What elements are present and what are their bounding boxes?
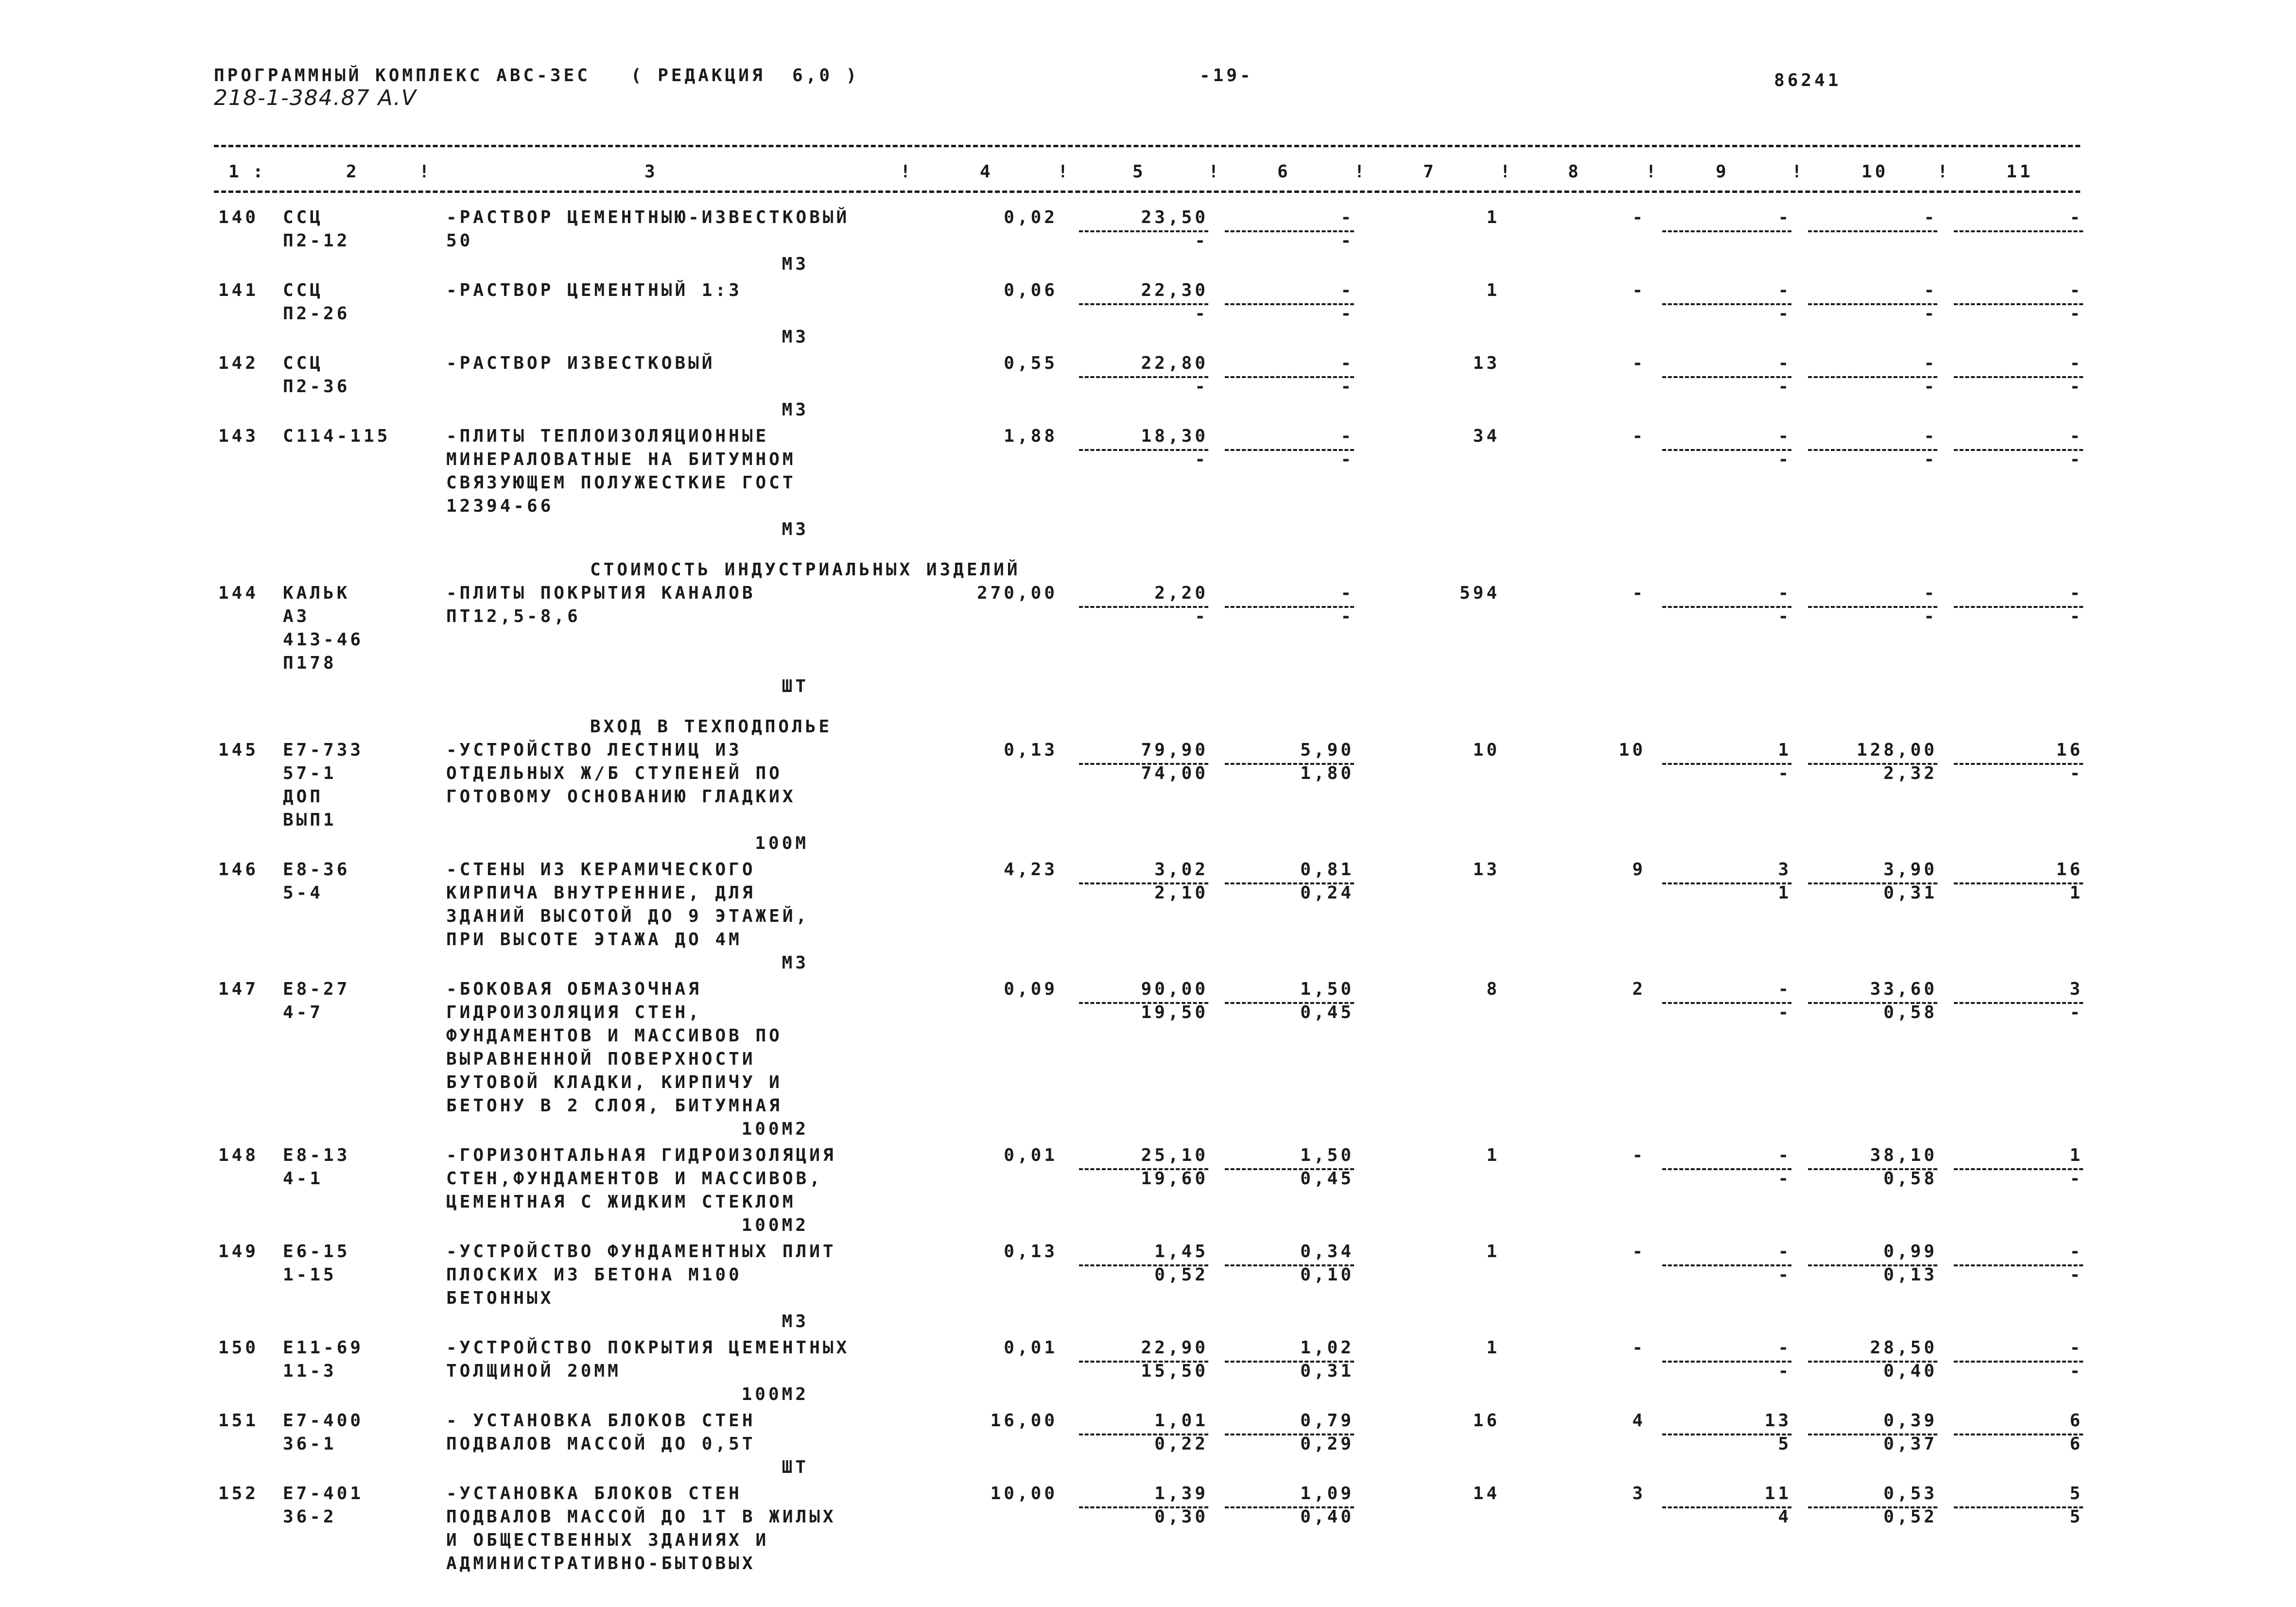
c11-upper-value: 1 (2070, 1145, 2083, 1165)
norm-code: Е6-15 (283, 1241, 350, 1261)
work-description: ПЛОСКИХ ИЗ БЕТОНА М100 (446, 1264, 742, 1285)
norm-code: 36-2 (283, 1506, 337, 1527)
unit-of-measure: М3 (782, 327, 809, 347)
quantity-value: 0,09 (1004, 979, 1058, 999)
section-heading: ВХОД В ТЕХПОДПОЛЬЕ (590, 716, 833, 737)
c6-lower-value: 0,29 (1300, 1434, 1354, 1454)
c9-lower-value: 4 (1778, 1506, 1792, 1527)
document-code: 218-1-384.87 А.V (214, 86, 417, 110)
c9-upper-value: - (1778, 280, 1792, 300)
row-number: 144 (218, 583, 259, 603)
column-8-value: - (1632, 426, 1646, 446)
c6-upper-value: 0,34 (1300, 1241, 1354, 1261)
norm-code: С114-115 (283, 426, 391, 446)
work-description: ПОДВАЛОВ МАССОЙ ДО 1Т В ЖИЛЫХ (446, 1506, 836, 1527)
c6-upper-value: - (1340, 583, 1354, 603)
column-7-value: 1 (1486, 1145, 1500, 1165)
column-8-value: - (1632, 1337, 1646, 1358)
c5-lower-value: 0,30 (1154, 1506, 1208, 1527)
unit-of-measure: 100М2 (741, 1384, 809, 1404)
cell-divider (1954, 230, 2083, 232)
unit-of-measure: М3 (782, 519, 809, 539)
c9-upper-value: - (1778, 979, 1792, 999)
work-description: ПТ12,5-8,6 (446, 606, 581, 626)
norm-code: 57-1 (283, 763, 337, 783)
c10-upper-value: 38,10 (1870, 1145, 1937, 1165)
column-separator: ! (1646, 162, 1659, 182)
unit-of-measure: 100М2 (741, 1215, 809, 1235)
c5-lower-value: - (1195, 377, 1208, 397)
column-header-6: 6 (1277, 162, 1291, 182)
column-7-value: 14 (1473, 1483, 1500, 1503)
unit-of-measure: М3 (782, 400, 809, 420)
norm-code: Е8-27 (283, 979, 350, 999)
document-number: 86241 (1774, 70, 1842, 90)
column-7-value: 1 (1486, 1337, 1500, 1358)
c10-lower-value: 0,40 (1883, 1361, 1937, 1381)
program-title: ПРОГРАММНЫЙ КОМПЛЕКС АВС-3ЕС ( РЕДАКЦИЯ 6,0 ) (214, 66, 860, 86)
c5-upper-value: 1,45 (1154, 1241, 1208, 1261)
work-description: 12394-66 (446, 496, 554, 516)
c11-lower-value: - (2070, 1361, 2083, 1381)
cell-divider (1662, 230, 1792, 232)
work-description: -РАСТВОР ЦЕМЕНТНЫЮ-ИЗВЕСТКОВЫЙ (446, 207, 850, 227)
c10-lower-value: 0,58 (1883, 1002, 1937, 1022)
c6-upper-value: 1,09 (1300, 1483, 1354, 1503)
c10-upper-value: - (1924, 426, 1937, 446)
c10-upper-value: 0,39 (1883, 1410, 1937, 1431)
work-description: -УСТРОЙСТВО ЛЕСТНИЦ ИЗ (446, 740, 742, 760)
norm-code: ССЦ (283, 280, 324, 300)
c10-lower-value: 0,52 (1883, 1506, 1937, 1527)
column-8-value: - (1632, 207, 1646, 227)
work-description: -УСТРОЙСТВО ФУНДАМЕНТНЫХ ПЛИТ (446, 1241, 836, 1261)
c5-upper-value: 3,02 (1154, 859, 1208, 880)
c11-upper-value: 16 (2056, 740, 2083, 760)
column-header-9: 9 (1716, 162, 1729, 182)
c6-lower-value: 0,31 (1300, 1361, 1354, 1381)
column-separator: : (253, 162, 266, 182)
column-7-value: 13 (1473, 353, 1500, 373)
norm-code: ССЦ (283, 353, 324, 373)
work-description: -РАСТВОР ЦЕМЕНТНЫЙ 1:3 (446, 280, 742, 300)
c11-upper-value: 16 (2056, 859, 2083, 880)
norm-code: ССЦ (283, 207, 324, 227)
c10-lower-value: 2,32 (1883, 763, 1937, 783)
norm-code: П2-36 (283, 377, 350, 397)
c11-lower-value: - (2070, 449, 2083, 469)
norm-code: Е11-69 (283, 1337, 364, 1358)
c9-upper-value: - (1778, 1241, 1792, 1261)
work-description: ПОДВАЛОВ МАССОЙ ДО 0,5Т (446, 1434, 756, 1454)
row-number: 146 (218, 859, 259, 880)
row-number: 151 (218, 1410, 259, 1431)
c5-lower-value: 0,52 (1154, 1264, 1208, 1285)
cell-divider (1808, 230, 1937, 232)
c9-lower-value: - (1778, 606, 1792, 626)
c11-upper-value: - (2070, 280, 2083, 300)
c5-upper-value: 25,10 (1141, 1145, 1208, 1165)
work-description: -РАСТВОР ИЗВЕСТКОВЫЙ (446, 353, 715, 373)
c10-upper-value: - (1924, 280, 1937, 300)
work-description: ГИДРОИЗОЛЯЦИЯ СТЕН, (446, 1002, 702, 1022)
c5-upper-value: 23,50 (1141, 207, 1208, 227)
norm-code: П178 (283, 653, 337, 673)
quantity-value: 10,00 (990, 1483, 1058, 1503)
c9-upper-value: - (1778, 426, 1792, 446)
row-number: 145 (218, 740, 259, 760)
c10-lower-value: 0,31 (1883, 882, 1937, 903)
c6-upper-value: 1,50 (1300, 1145, 1354, 1165)
c6-upper-value: 5,90 (1300, 740, 1354, 760)
work-description: ВЫРАВНЕННОЙ ПОВЕРХНОСТИ (446, 1049, 756, 1069)
c9-upper-value: 3 (1778, 859, 1792, 880)
c6-lower-value: 0,45 (1300, 1168, 1354, 1189)
c11-lower-value: 5 (2070, 1506, 2083, 1527)
column-7-value: 1 (1486, 207, 1500, 227)
c5-lower-value: - (1195, 231, 1208, 251)
norm-code: А3 (283, 606, 310, 626)
work-description: ЗДАНИЙ ВЫСОТОЙ ДО 9 ЭТАЖЕЙ, (446, 906, 810, 926)
work-description: ТОЛЩИНОЙ 20ММ (446, 1361, 621, 1381)
column-8-value: 4 (1632, 1410, 1646, 1431)
c9-lower-value: - (1778, 304, 1792, 324)
work-description: -УСТРОЙСТВО ПОКРЫТИЯ ЦЕМЕНТНЫХ (446, 1337, 850, 1358)
column-8-value: - (1632, 1241, 1646, 1261)
c11-lower-value: 6 (2070, 1434, 2083, 1454)
c9-lower-value: - (1778, 763, 1792, 783)
c11-lower-value: - (2070, 1264, 2083, 1285)
norm-code: Е8-13 (283, 1145, 350, 1165)
c11-lower-value: - (2070, 1002, 2083, 1022)
c6-upper-value: - (1340, 353, 1354, 373)
c10-upper-value: 33,60 (1870, 979, 1937, 999)
c5-upper-value: 1,39 (1154, 1483, 1208, 1503)
column-8-value: - (1632, 353, 1646, 373)
c10-lower-value: 0,13 (1883, 1264, 1937, 1285)
quantity-value: 0,01 (1004, 1145, 1058, 1165)
c5-lower-value: 74,00 (1141, 763, 1208, 783)
c6-upper-value: - (1340, 280, 1354, 300)
c5-upper-value: 22,90 (1141, 1337, 1208, 1358)
norm-code: 4-1 (283, 1168, 324, 1189)
c5-upper-value: 90,00 (1141, 979, 1208, 999)
work-description: 50 (446, 231, 473, 251)
column-header-7: 7 (1423, 162, 1437, 182)
work-description: ПРИ ВЫСОТЕ ЭТАЖА ДО 4М (446, 929, 742, 950)
column-7-value: 1 (1486, 280, 1500, 300)
column-separator: ! (900, 162, 914, 182)
column-header-8: 8 (1568, 162, 1582, 182)
c10-lower-value: - (1924, 304, 1937, 324)
c5-lower-value: 19,50 (1141, 1002, 1208, 1022)
norm-code: П2-12 (283, 231, 350, 251)
row-number: 147 (218, 979, 259, 999)
c6-upper-value: 0,79 (1300, 1410, 1354, 1431)
unit-of-measure: М3 (782, 254, 809, 274)
norm-code: 413-46 (283, 629, 364, 650)
c11-upper-value: - (2070, 207, 2083, 227)
column-7-value: 16 (1473, 1410, 1500, 1431)
column-8-value: - (1632, 583, 1646, 603)
c10-upper-value: - (1924, 583, 1937, 603)
c10-upper-value: 128,00 (1856, 740, 1937, 760)
column-7-value: 13 (1473, 859, 1500, 880)
c11-lower-value: - (2070, 304, 2083, 324)
work-description: БУТОВОЙ КЛАДКИ, КИРПИЧУ И (446, 1072, 783, 1092)
table-header-rule (214, 190, 2080, 193)
c11-upper-value: 6 (2070, 1410, 2083, 1431)
column-separator: ! (1937, 162, 1951, 182)
norm-code: КАЛЬК (283, 583, 350, 603)
c5-upper-value: 22,80 (1141, 353, 1208, 373)
c9-upper-value: - (1778, 353, 1792, 373)
unit-of-measure: ШТ (782, 1457, 809, 1477)
quantity-value: 0,13 (1004, 1241, 1058, 1261)
unit-of-measure: М3 (782, 952, 809, 973)
c11-upper-value: 3 (2070, 979, 2083, 999)
column-8-value: - (1632, 280, 1646, 300)
column-8-value: 10 (1618, 740, 1646, 760)
page-number: -19- (1200, 66, 1253, 86)
quantity-value: 0,13 (1004, 740, 1058, 760)
c9-lower-value: - (1778, 1264, 1792, 1285)
table-top-rule (214, 145, 2080, 147)
c6-lower-value: 0,10 (1300, 1264, 1354, 1285)
c11-lower-value: - (2070, 1168, 2083, 1189)
c9-lower-value: - (1778, 1361, 1792, 1381)
column-7-value: 1 (1486, 1241, 1500, 1261)
row-number: 148 (218, 1145, 259, 1165)
column-separator: ! (1500, 162, 1513, 182)
c6-lower-value: 0,45 (1300, 1002, 1354, 1022)
c11-upper-value: - (2070, 353, 2083, 373)
c9-upper-value: 11 (1764, 1483, 1792, 1503)
column-7-value: 8 (1486, 979, 1500, 999)
work-description: - УСТАНОВКА БЛОКОВ СТЕН (446, 1410, 756, 1431)
work-description: БЕТОННЫХ (446, 1288, 554, 1308)
c6-upper-value: 1,50 (1300, 979, 1354, 999)
row-number: 143 (218, 426, 259, 446)
section-heading: СТОИМОСТЬ ИНДУСТРИАЛЬНЫХ ИЗДЕЛИЙ (590, 559, 1021, 580)
c5-lower-value: - (1195, 606, 1208, 626)
norm-code: 1-15 (283, 1264, 337, 1285)
c9-lower-value: - (1778, 449, 1792, 469)
c9-upper-value: - (1778, 207, 1792, 227)
norm-code: ВЫП1 (283, 810, 337, 830)
c5-lower-value: 2,10 (1154, 882, 1208, 903)
quantity-value: 0,01 (1004, 1337, 1058, 1358)
work-description: АДМИНИСТРАТИВНО-БЫТОВЫХ (446, 1553, 756, 1573)
row-number: 141 (218, 280, 259, 300)
c11-upper-value: - (2070, 426, 2083, 446)
c10-upper-value: - (1924, 353, 1937, 373)
column-8-value: 3 (1632, 1483, 1646, 1503)
c6-lower-value: 0,24 (1300, 882, 1354, 903)
column-header-1: 1 (228, 162, 242, 182)
norm-code: 36-1 (283, 1434, 337, 1454)
c5-lower-value: 19,60 (1141, 1168, 1208, 1189)
quantity-value: 0,02 (1004, 207, 1058, 227)
c5-upper-value: 18,30 (1141, 426, 1208, 446)
unit-of-measure: 100М2 (741, 1119, 809, 1139)
norm-code: 4-7 (283, 1002, 324, 1022)
unit-of-measure: ШТ (782, 676, 809, 696)
work-description: МИНЕРАЛОВАТНЫЕ НА БИТУМНОМ (446, 449, 796, 469)
c6-upper-value: - (1340, 207, 1354, 227)
work-description: -СТЕНЫ ИЗ КЕРАМИЧЕСКОГО (446, 859, 756, 880)
c11-lower-value: - (2070, 606, 2083, 626)
norm-code: 11-3 (283, 1361, 337, 1381)
quantity-value: 16,00 (990, 1410, 1058, 1431)
norm-code: ДОП (283, 786, 324, 807)
c5-upper-value: 1,01 (1154, 1410, 1208, 1431)
c11-lower-value: - (2070, 763, 2083, 783)
norm-code: П2-26 (283, 304, 350, 324)
row-number: 152 (218, 1483, 259, 1503)
work-description: -ГОРИЗОНТАЛЬНАЯ ГИДРОИЗОЛЯЦИЯ (446, 1145, 836, 1165)
c5-lower-value: 0,22 (1154, 1434, 1208, 1454)
work-description: СВЯЗУЮЩЕМ ПОЛУЖЕСТКИЕ ГОСТ (446, 473, 796, 493)
c5-upper-value: 22,30 (1141, 280, 1208, 300)
c9-upper-value: - (1778, 583, 1792, 603)
quantity-value: 270,00 (976, 583, 1058, 603)
c10-upper-value: 28,50 (1870, 1337, 1937, 1358)
c9-lower-value: - (1778, 377, 1792, 397)
work-description: СТЕН,ФУНДАМЕНТОВ И МАССИВОВ, (446, 1168, 823, 1189)
c10-lower-value: - (1924, 606, 1937, 626)
c10-upper-value: 0,99 (1883, 1241, 1937, 1261)
c10-upper-value: 3,90 (1883, 859, 1937, 880)
c11-lower-value: - (2070, 377, 2083, 397)
c9-upper-value: 1 (1778, 740, 1792, 760)
c6-upper-value: 1,02 (1300, 1337, 1354, 1358)
column-separator: ! (419, 162, 433, 182)
column-separator: ! (1354, 162, 1368, 182)
c6-lower-value: 0,40 (1300, 1506, 1354, 1527)
column-8-value: 2 (1632, 979, 1646, 999)
column-header-3: 3 (644, 162, 658, 182)
work-description: ГОТОВОМУ ОСНОВАНИЮ ГЛАДКИХ (446, 786, 796, 807)
norm-code: Е7-733 (283, 740, 364, 760)
column-8-value: - (1632, 1145, 1646, 1165)
norm-code: 5-4 (283, 882, 324, 903)
work-description: БЕТОНУ В 2 СЛОЯ, БИТУМНАЯ (446, 1095, 783, 1116)
c9-lower-value: 5 (1778, 1434, 1792, 1454)
work-description: -ПЛИТЫ ТЕПЛОИЗОЛЯЦИОННЫЕ (446, 426, 769, 446)
c6-lower-value: - (1340, 377, 1354, 397)
c10-lower-value: 0,37 (1883, 1434, 1937, 1454)
c5-lower-value: - (1195, 304, 1208, 324)
quantity-value: 1,88 (1004, 426, 1058, 446)
c6-upper-value: 0,81 (1300, 859, 1354, 880)
column-header-10: 10 (1861, 162, 1889, 182)
c10-lower-value: 0,58 (1883, 1168, 1937, 1189)
c6-lower-value: - (1340, 449, 1354, 469)
norm-code: Е7-401 (283, 1483, 364, 1503)
c10-upper-value: - (1924, 207, 1937, 227)
c9-upper-value: - (1778, 1337, 1792, 1358)
c11-upper-value: - (2070, 583, 2083, 603)
column-header-2: 2 (346, 162, 360, 182)
c5-lower-value: 15,50 (1141, 1361, 1208, 1381)
c6-lower-value: - (1340, 304, 1354, 324)
column-header-11: 11 (2006, 162, 2034, 182)
column-7-value: 10 (1473, 740, 1500, 760)
c10-lower-value: - (1924, 377, 1937, 397)
c5-lower-value: - (1195, 449, 1208, 469)
work-description: И ОБЩЕСТВЕННЫХ ЗДАНИЯХ И (446, 1530, 769, 1550)
c5-upper-value: 79,90 (1141, 740, 1208, 760)
column-separator: ! (1058, 162, 1071, 182)
unit-of-measure: 100М (755, 833, 809, 853)
column-8-value: 9 (1632, 859, 1646, 880)
c9-upper-value: 13 (1764, 1410, 1792, 1431)
column-header-4: 4 (980, 162, 993, 182)
norm-code: Е7-400 (283, 1410, 364, 1431)
column-7-value: 34 (1473, 426, 1500, 446)
c6-lower-value: - (1340, 606, 1354, 626)
column-separator: ! (1208, 162, 1222, 182)
norm-code: Е8-36 (283, 859, 350, 880)
row-number: 142 (218, 353, 259, 373)
column-header-5: 5 (1132, 162, 1146, 182)
c10-upper-value: 0,53 (1883, 1483, 1937, 1503)
work-description: ФУНДАМЕНТОВ И МАССИВОВ ПО (446, 1025, 783, 1046)
c9-upper-value: - (1778, 1145, 1792, 1165)
c11-upper-value: - (2070, 1337, 2083, 1358)
c11-upper-value: 5 (2070, 1483, 2083, 1503)
c9-lower-value: 1 (1778, 882, 1792, 903)
c6-lower-value: 1,80 (1300, 763, 1354, 783)
quantity-value: 4,23 (1004, 859, 1058, 880)
work-description: -УСТАНОВКА БЛОКОВ СТЕН (446, 1483, 742, 1503)
work-description: ЦЕМЕНТНАЯ С ЖИДКИМ СТЕКЛОМ (446, 1192, 796, 1212)
column-separator: ! (1792, 162, 1805, 182)
work-description: -БОКОВАЯ ОБМАЗОЧНАЯ (446, 979, 702, 999)
c10-lower-value: - (1924, 449, 1937, 469)
quantity-value: 0,06 (1004, 280, 1058, 300)
work-description: -ПЛИТЫ ПОКРЫТИЯ КАНАЛОВ (446, 583, 756, 603)
quantity-value: 0,55 (1004, 353, 1058, 373)
c9-lower-value: - (1778, 1168, 1792, 1189)
c6-lower-value: - (1340, 231, 1354, 251)
c11-lower-value: 1 (2070, 882, 2083, 903)
row-number: 150 (218, 1337, 259, 1358)
unit-of-measure: М3 (782, 1311, 809, 1331)
column-7-value: 594 (1459, 583, 1500, 603)
c11-upper-value: - (2070, 1241, 2083, 1261)
c9-lower-value: - (1778, 1002, 1792, 1022)
work-description: ОТДЕЛЬНЫХ Ж/Б СТУПЕНЕЙ ПО (446, 763, 783, 783)
row-number: 149 (218, 1241, 259, 1261)
c6-upper-value: - (1340, 426, 1354, 446)
c5-upper-value: 2,20 (1154, 583, 1208, 603)
row-number: 140 (218, 207, 259, 227)
work-description: КИРПИЧА ВНУТРЕННИЕ, ДЛЯ (446, 882, 756, 903)
